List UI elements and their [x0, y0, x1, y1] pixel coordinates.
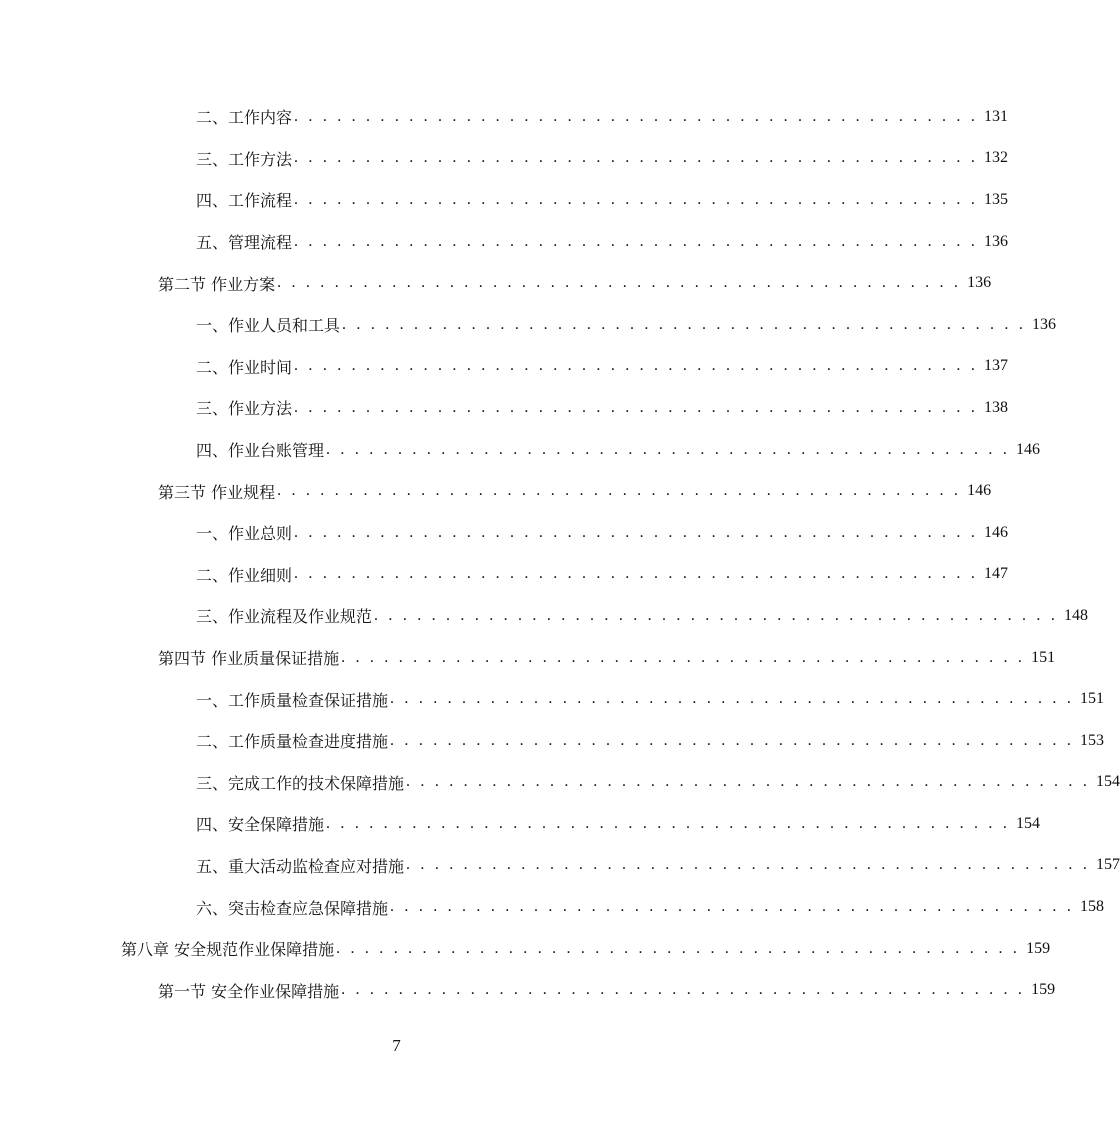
toc-entry[interactable] [0, 429, 1041, 471]
toc-entry-page: 136 [1032, 315, 1057, 333]
toc-entry-page: 158 [1080, 898, 1105, 916]
toc-entry[interactable] [0, 637, 1056, 679]
toc-entry-page: 147 [984, 565, 1009, 583]
dot-leader: . . . . . . . . . . . . . . . . . . . . . . . . . . . . . . . . . . . . . . . . . . . . . . . . [326, 814, 1011, 832]
dot-leader: . . . . . . . . . . . . . . . . . . . . . . . . . . . . . . . . . . . . . . . . . . . . . . . . [294, 357, 979, 375]
dot-leader: . . . . . . . . . . . . . . . . . . . . . . . . . . . . . . . . . . . . . . . . . . . . . . . . [374, 606, 1059, 624]
toc-entry[interactable] [0, 179, 1009, 221]
page-number: 7 [392, 1036, 401, 1055]
toc-entry-label: 一、作业总则 [196, 521, 294, 544]
dot-leader: . . . . . . . . . . . . . . . . . . . . . . . . . . . . . . . . . . . . . . . . . . . . . . . . [294, 523, 979, 541]
toc-entry[interactable] [0, 221, 1009, 263]
toc-entry[interactable] [0, 595, 1089, 637]
dot-leader: . . . . . . . . . . . . . . . . . . . . . . . . . . . . . . . . . . . . . . . . . . . . . . . . [294, 232, 979, 250]
toc-entry-label: 四、工作流程 [196, 188, 294, 211]
toc-entry-label: 三、完成工作的技术保障措施 [196, 771, 406, 794]
dot-leader: . . . . . . . . . . . . . . . . . . . . . . . . . . . . . . . . . . . . . . . . . . . . . . . . [341, 648, 1026, 666]
toc-entry-label: 三、工作方法 [196, 147, 294, 170]
toc-entry-label: 一、工作质量检查保证措施 [196, 688, 390, 711]
dot-leader: . . . . . . . . . . . . . . . . . . . . . . . . . . . . . . . . . . . . . . . . . . . . . . . . [406, 856, 1091, 874]
toc-entry-page: 138 [984, 398, 1009, 416]
toc-entry-label: 第四节 作业质量保证措施 [158, 646, 341, 669]
toc-entry-label: 三、作业方法 [196, 396, 294, 419]
dot-leader: . . . . . . . . . . . . . . . . . . . . . . . . . . . . . . . . . . . . . . . . . . . . . . . . [342, 315, 1027, 333]
table-of-contents [0, 96, 1120, 1011]
toc-entry-label: 二、作业时间 [196, 355, 294, 378]
toc-entry[interactable] [0, 720, 1105, 762]
toc-entry-label: 二、作业细则 [196, 563, 294, 586]
toc-entry[interactable] [0, 678, 1105, 720]
toc-entry-label: 一、作业人员和工具 [196, 313, 342, 336]
toc-entry[interactable] [0, 803, 1041, 845]
toc-entry[interactable] [0, 470, 992, 512]
toc-entry-page: 154 [1096, 773, 1120, 791]
toc-entry-label: 三、作业流程及作业规范 [196, 604, 374, 627]
toc-entry[interactable] [0, 387, 1009, 429]
toc-entry[interactable] [0, 928, 1051, 970]
toc-entry-page: 146 [1016, 440, 1041, 458]
toc-entry[interactable] [0, 554, 1009, 596]
toc-entry-label: 四、安全保障措施 [196, 812, 326, 835]
toc-entry[interactable] [0, 762, 1120, 804]
toc-entry-label: 五、重大活动监检查应对措施 [196, 854, 406, 877]
toc-entry-page: 131 [984, 107, 1009, 125]
toc-entry[interactable] [0, 304, 1057, 346]
toc-entry-page: 159 [1026, 939, 1051, 957]
toc-entry-label: 第一节 安全作业保障措施 [158, 979, 341, 1002]
dot-leader: . . . . . . . . . . . . . . . . . . . . . . . . . . . . . . . . . . . . . . . . . . . . . . . . [406, 773, 1091, 791]
dot-leader: . . . . . . . . . . . . . . . . . . . . . . . . . . . . . . . . . . . . . . . . . . . . . . . . [294, 149, 979, 167]
toc-entry[interactable] [0, 969, 1056, 1011]
dot-leader: . . . . . . . . . . . . . . . . . . . . . . . . . . . . . . . . . . . . . . . . . . . . . . . . [294, 107, 979, 125]
toc-entry-page: 154 [1016, 814, 1041, 832]
toc-entry-label: 第三节 作业规程 [158, 480, 277, 503]
dot-leader: . . . . . . . . . . . . . . . . . . . . . . . . . . . . . . . . . . . . . . . . . . . . . . . . [277, 274, 962, 292]
toc-entry[interactable] [0, 96, 1009, 138]
toc-entry-page: 136 [967, 274, 992, 292]
toc-entry-label: 四、作业台账管理 [196, 438, 326, 461]
toc-entry-page: 146 [967, 482, 992, 500]
dot-leader: . . . . . . . . . . . . . . . . . . . . . . . . . . . . . . . . . . . . . . . . . . . . . . . . [294, 398, 979, 416]
dot-leader: . . . . . . . . . . . . . . . . . . . . . . . . . . . . . . . . . . . . . . . . . . . . . . . . [277, 482, 962, 500]
toc-entry-page: 151 [1031, 648, 1056, 666]
dot-leader: . . . . . . . . . . . . . . . . . . . . . . . . . . . . . . . . . . . . . . . . . . . . . . . . [336, 939, 1021, 957]
dot-leader: . . . . . . . . . . . . . . . . . . . . . . . . . . . . . . . . . . . . . . . . . . . . . . . . [294, 190, 979, 208]
toc-entry[interactable] [0, 262, 992, 304]
toc-entry-page: 157 [1096, 856, 1120, 874]
toc-entry[interactable] [0, 886, 1105, 928]
dot-leader: . . . . . . . . . . . . . . . . . . . . . . . . . . . . . . . . . . . . . . . . . . . . . . . . [390, 690, 1075, 708]
dot-leader: . . . . . . . . . . . . . . . . . . . . . . . . . . . . . . . . . . . . . . . . . . . . . . . . [294, 565, 979, 583]
toc-entry-page: 146 [984, 523, 1009, 541]
toc-entry-page: 159 [1031, 981, 1056, 999]
toc-entry-page: 137 [984, 357, 1009, 375]
toc-entry-label: 二、工作内容 [196, 105, 294, 128]
dot-leader: . . . . . . . . . . . . . . . . . . . . . . . . . . . . . . . . . . . . . . . . . . . . . . . . [390, 731, 1075, 749]
toc-entry-page: 136 [984, 232, 1009, 250]
toc-entry-page: 153 [1080, 731, 1105, 749]
dot-leader: . . . . . . . . . . . . . . . . . . . . . . . . . . . . . . . . . . . . . . . . . . . . . . . . [341, 981, 1026, 999]
toc-entry[interactable] [0, 845, 1120, 887]
toc-entry-label: 第二节 作业方案 [158, 272, 277, 295]
toc-entry-page: 132 [984, 149, 1009, 167]
toc-entry[interactable] [0, 138, 1009, 180]
toc-entry[interactable] [0, 346, 1009, 388]
toc-entry-page: 151 [1080, 690, 1105, 708]
toc-entry[interactable] [0, 512, 1009, 554]
toc-entry-label: 六、突击检查应急保障措施 [196, 896, 390, 919]
toc-entry-page: 148 [1064, 606, 1089, 624]
toc-entry-label: 二、工作质量检查进度措施 [196, 729, 390, 752]
toc-entry-label: 五、管理流程 [196, 230, 294, 253]
toc-entry-label: 第八章 安全规范作业保障措施 [121, 937, 336, 960]
toc-entry-page: 135 [984, 190, 1009, 208]
dot-leader: . . . . . . . . . . . . . . . . . . . . . . . . . . . . . . . . . . . . . . . . . . . . . . . . [390, 898, 1075, 916]
dot-leader: . . . . . . . . . . . . . . . . . . . . . . . . . . . . . . . . . . . . . . . . . . . . . . . . [326, 440, 1011, 458]
